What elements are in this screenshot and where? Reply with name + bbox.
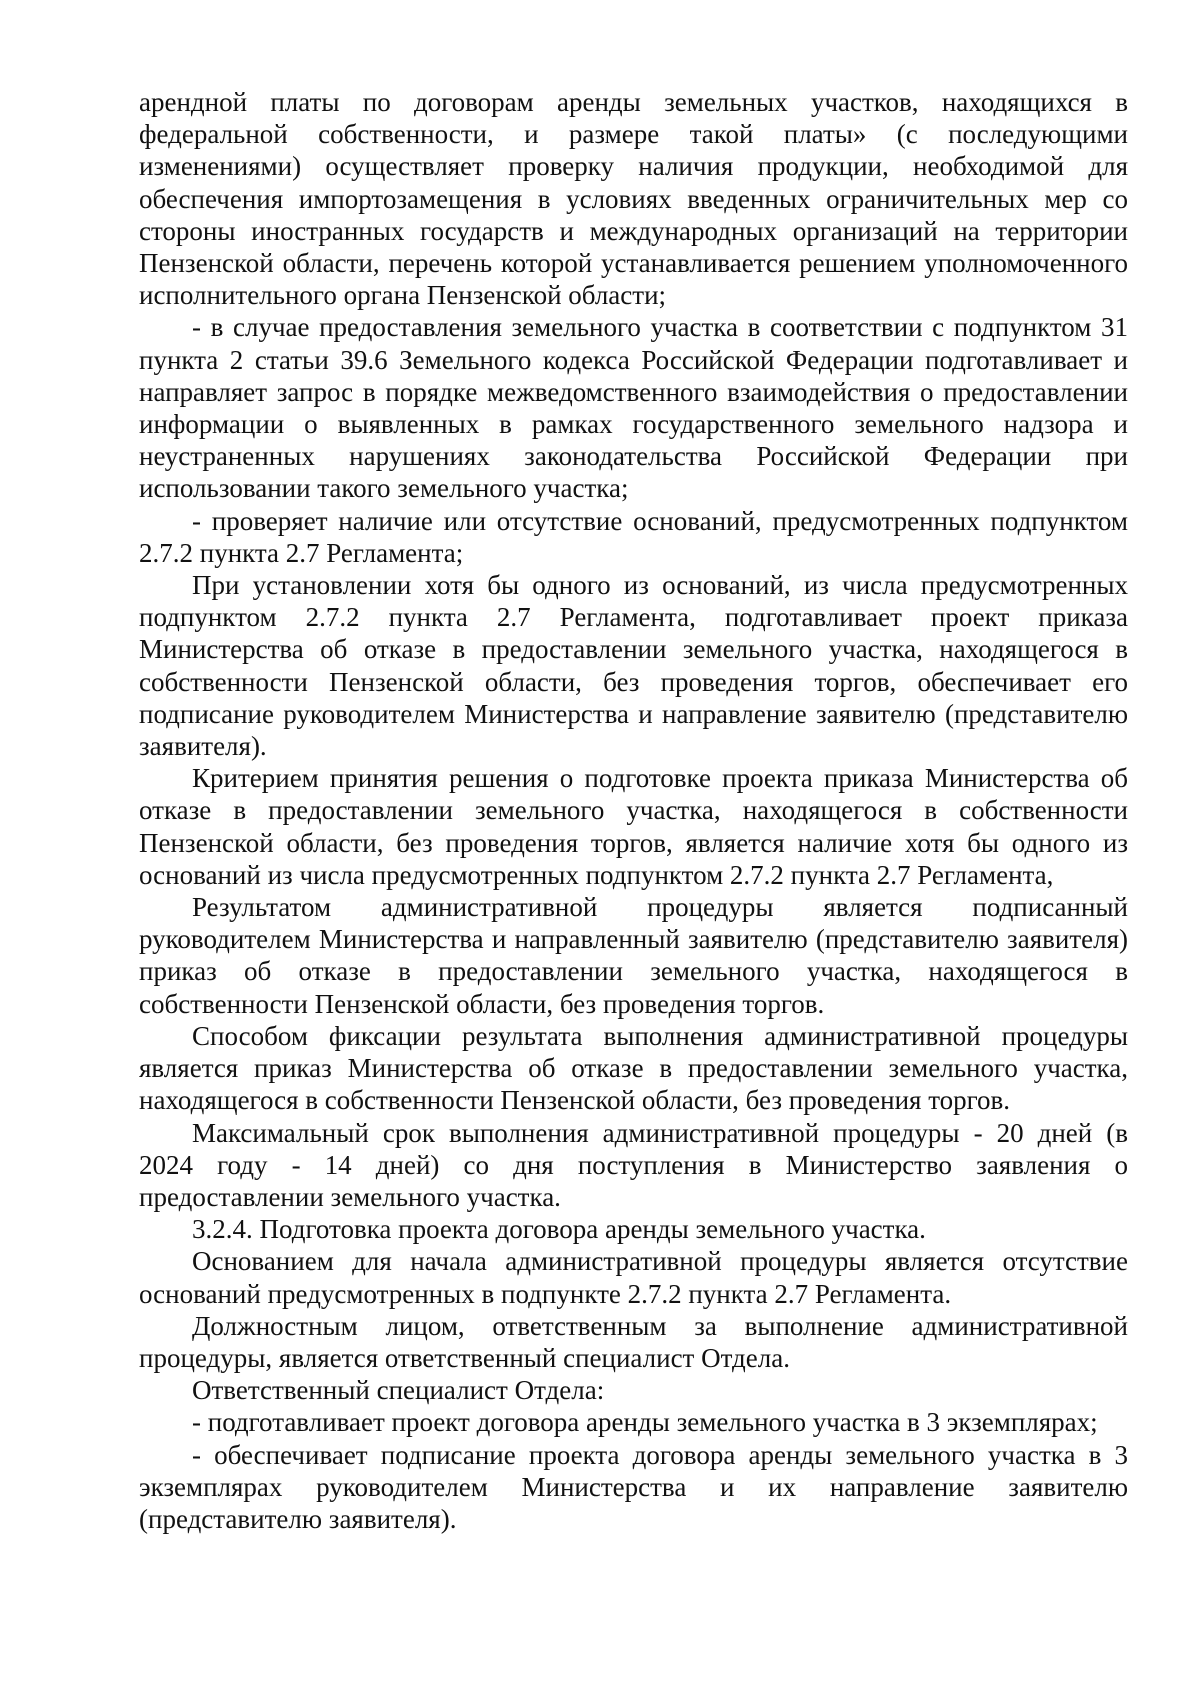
paragraph-procedure-result: Результатом административной процедуры является подписанный руководителем Министерства и направленный заявителю (представителю заявителя) приказ об отказе в предоставлении земельного участка, находящегося в собственности Пензенской области, без проведения торгов. [139,892,1128,1019]
paragraph-responsible-official: Должностным лицом, ответственным за выполнение административной процедуры, является ответственный специалист Отдела. [139,1310,1128,1373]
paragraph-prepares-contract: - подготавливает проект договора аренды земельного участка в 3 экземплярах; [192,1407,1098,1438]
section-heading-3-2-4: 3.2.4. Подготовка проекта договора аренды земельного участка. [192,1214,926,1245]
paragraph-request-interagency: - в случае предоставления земельного участка в соответствии с подпунктом 31 пункта 2 статьи 39.6 Земельного кодекса Российской Федерации подготавливает и направляет запрос в порядке межведомственного взаимодействия о предоставлении информации о выявленных в рамках государственного земельного надзора и неустраненных нарушениях законодательства Российской Федерации при использовании такого земельного участка; [139,312,1128,504]
paragraph-decision-criterion: Критерием принятия решения о подготовке проекта приказа Министерства об отказе в предоставлении земельного участка, находящегося в собственности Пензенской области, без проведения торгов, является наличие хотя бы одного из оснований из числа предусмотренных подпунктом 2.7.2 пункта 2.7 Регламента, [139,763,1128,890]
paragraph-ensures-signing: - обеспечивает подписание проекта договора аренды земельного участка в 3 экземплярах руководителем Министерства и их направление заявителю (представителю заявителя). [139,1439,1128,1534]
paragraph-refusal-order: При установлении хотя бы одного из оснований, из числа предусмотренных подпунктом 2.7.2 пункта 2.7 Регламента, подготавливает проект приказа Министерства об отказе в предоставлении земельного участка, находящегося в собственности Пензенской области, без проведения торгов, обеспечивает его подписание руководителем Министерства и направление заявителю (представителю заявителя). [139,570,1128,762]
paragraph-specialist-intro: Ответственный специалист Отдела: [192,1375,605,1406]
paragraph-basis: Основанием для начала административной процедуры является отсутствие оснований предусмотренных в подпункте 2.7.2 пункта 2.7 Регламента. [139,1246,1128,1309]
paragraph-continuation: арендной платы по договорам аренды земельных участков, находящихся в федеральной собственности, и размере такой платы» (с последующими изменениями) осуществляет проверку наличия продукции, необходимой для обеспечения импортозамещения в условиях введенных ограничительных мер со стороны иностранных государств и международных организаций на территории Пензенской области, перечень которой устанавливается решением уполномоченного исполнительного органа Пензенской области; [139,87,1128,311]
document-page [139,86,1128,1535]
paragraph-check-grounds: - проверяет наличие или отсутствие оснований, предусмотренных подпунктом 2.7.2 пункта 2.7 Регламента; [139,505,1128,568]
paragraph-max-term: Максимальный срок выполнения административной процедуры - 20 дней (в 2024 году - 14 дней) со дня поступления в Министерство заявления о предоставлении земельного участка. [139,1117,1128,1212]
paragraph-fixation-method: Способом фиксации результата выполнения административной процедуры является приказ Министерства об отказе в предоставлении земельного участка, находящегося в собственности Пензенской области, без проведения торгов. [139,1020,1128,1116]
